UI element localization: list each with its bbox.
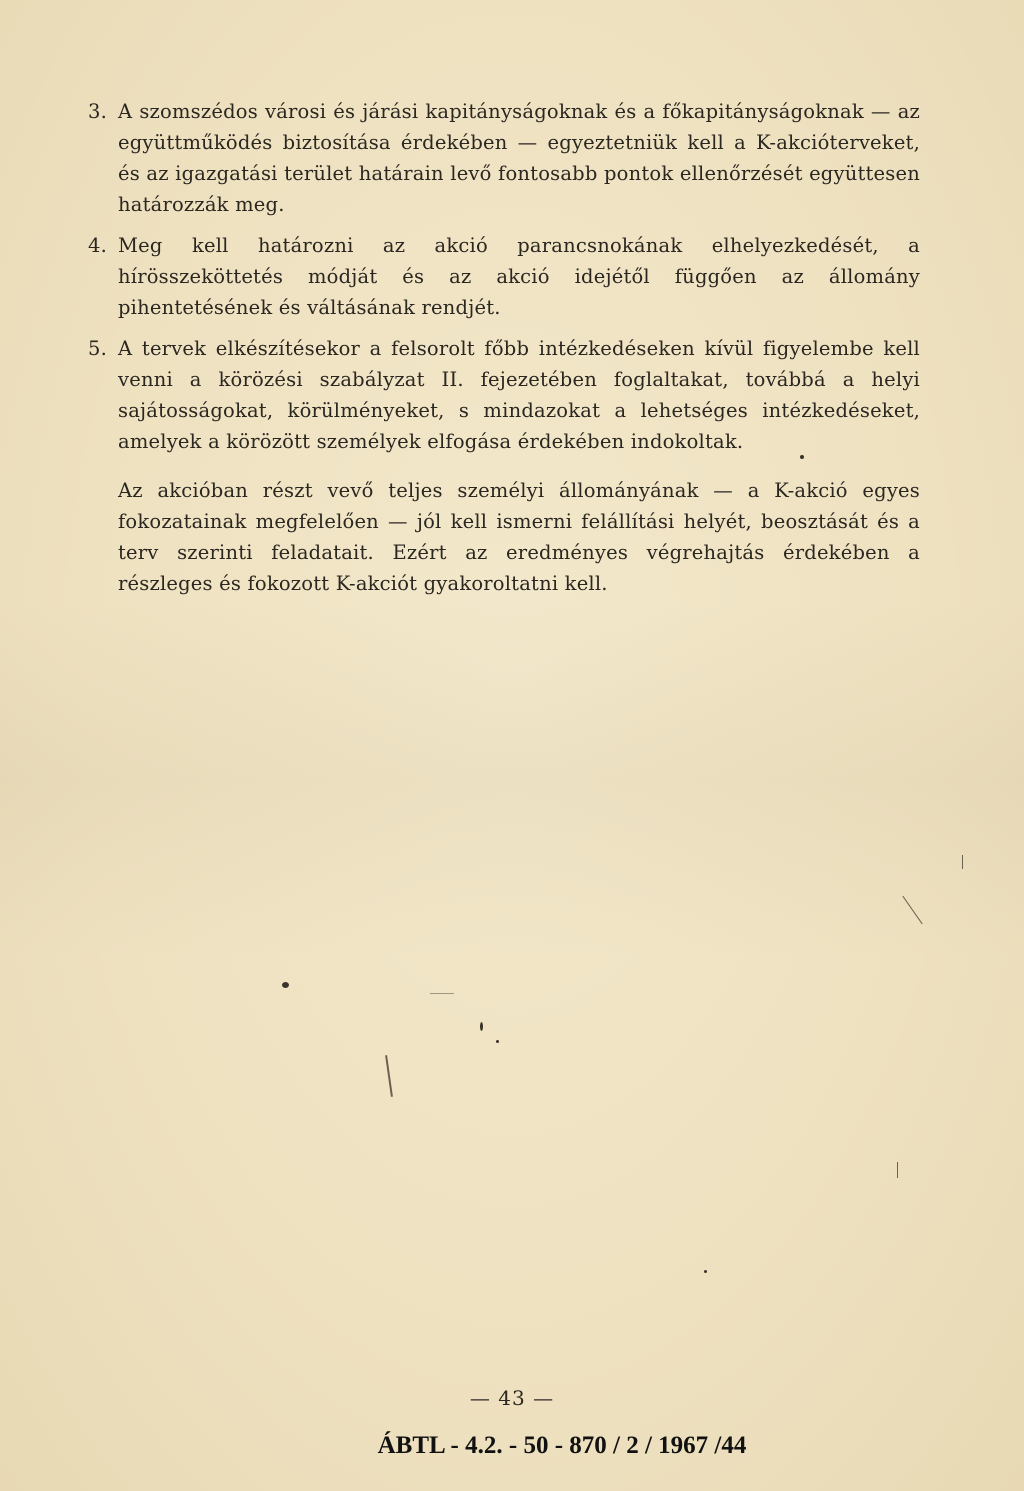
item-number: 3. <box>88 100 108 123</box>
paper-shading <box>0 600 1024 960</box>
scan-speck <box>282 982 289 988</box>
archive-reference: ÁBTL - 4.2. - 50 - 870 / 2 / 1967 /44 <box>377 1432 747 1459</box>
scan-speck <box>480 1022 483 1031</box>
page-number: — 43 — <box>469 1386 555 1410</box>
scan-mark <box>430 993 454 994</box>
scan-mark <box>962 855 963 869</box>
closing-paragraph: Az akcióban részt vevő teljes személyi állományának — a K-akció egyes fokozatainak megfelelően — jól kell ismerni felállítási helyét, beosztását és a terv szerinti feladatait. Ezért az eredményes végrehajtás érdekében a részleges és fokozott K-akciót gyakoroltatni kell. <box>118 479 920 595</box>
scan-speck <box>800 455 804 459</box>
scan-mark <box>897 1162 898 1178</box>
item-text: Meg kell határozni az akció parancsnokának elhelyezkedését, a hírösszeköttetés módját és az akció idejétől függően az állomány pihentetésének és váltásának rendjét. <box>118 234 920 319</box>
item-text: A szomszédos városi és járási kapitányságoknak és a főkapitányságoknak — az együttműködés biztosítása érdekében — egyeztetniük kell a K-akcióterveket, és az igazgatási terület határain levő fontosabb pontok ellenőrzését együttesen határozzák meg. <box>118 100 920 216</box>
list-item <box>88 230 920 323</box>
scan-mark <box>385 1055 393 1097</box>
scan-speck <box>496 1040 499 1043</box>
document-body <box>88 96 920 599</box>
item-text: A tervek elkészítésekor a felsorolt főbb intézkedéseken kívül figyelembe kell venni a körözési szabályzat II. fejezetében foglaltakat, továbbá a helyi sajátosságokat, körülményeket, s mindazokat a lehetséges intézkedéseket, amelyek a körözött személyek elfogása érdekében indokoltak. <box>118 337 920 453</box>
item-number: 5. <box>88 337 108 360</box>
item-number: 4. <box>88 234 108 257</box>
scan-speck <box>704 1270 707 1273</box>
list-item <box>88 333 920 457</box>
list-item <box>88 96 920 220</box>
